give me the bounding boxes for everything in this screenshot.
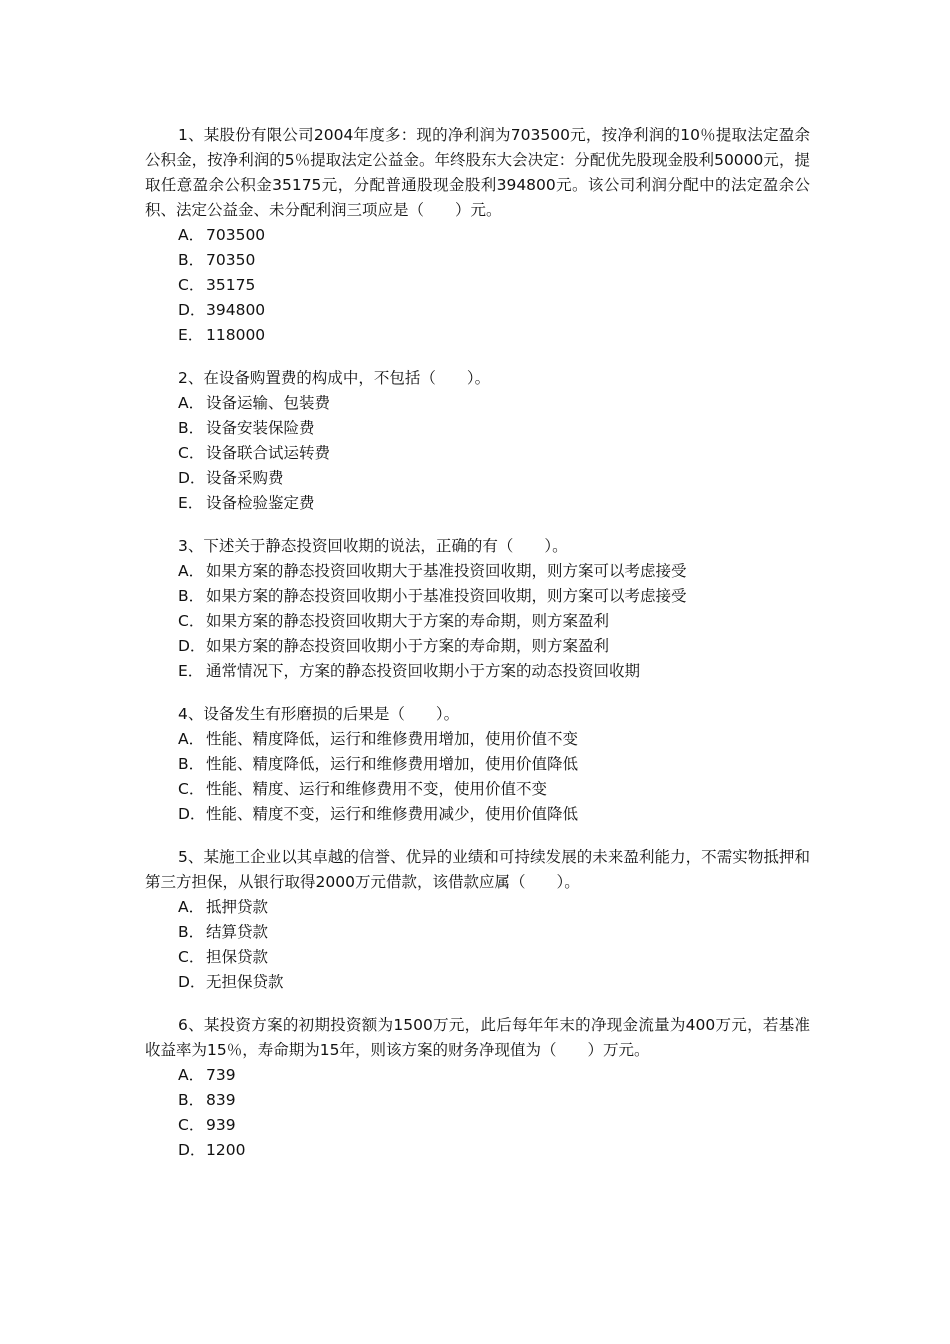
option-letter: D．	[178, 805, 206, 823]
option-letter: A．	[178, 226, 205, 244]
option-letter: D．	[178, 1141, 206, 1159]
option-letter: D．	[178, 301, 206, 319]
option-list	[145, 559, 810, 684]
option-letter: B．	[178, 419, 205, 437]
option-text: 35175	[206, 276, 256, 294]
option-letter: A．	[178, 730, 205, 748]
answer-option	[145, 223, 810, 248]
answer-option	[145, 727, 810, 752]
question-stem: 5、某施工企业以其卓越的信誉、优异的业绩和可持续发展的未来盈利能力，不需实物抵押和第三方担保，从银行取得2000万元借款，该借款应属（ ）。	[145, 848, 810, 891]
option-letter: B．	[178, 1091, 205, 1109]
option-letter: C．	[178, 1116, 205, 1134]
option-text: 703500	[206, 226, 266, 244]
answer-option	[145, 273, 810, 298]
option-letter: D．	[178, 469, 206, 487]
option-letter: A．	[178, 1066, 205, 1084]
answer-option	[145, 777, 810, 802]
option-text: 无担保贷款	[206, 973, 284, 991]
option-letter: C．	[178, 612, 205, 630]
answer-option	[145, 584, 810, 609]
answer-option	[145, 802, 810, 827]
option-text: 839	[206, 1091, 236, 1109]
answer-option	[145, 323, 810, 348]
option-text: 设备采购费	[206, 469, 284, 487]
option-letter: B．	[178, 923, 205, 941]
option-letter: B．	[178, 251, 205, 269]
option-text: 如果方案的静态投资回收期小于方案的寿命期，则方案盈利	[206, 637, 610, 655]
question-stem: 1、某股份有限公司2004年度多：现的净利润为703500元，按净利润的10％提取法定盈余公积金，按净利润的5％提取法定公益金。年终股东大会决定：分配优先股现金股利50000元，提取任意盈余公积金35175元，分配普通股现金股利394800元。该公司利润分配中的法定盈余公积、法定公益金、未分配利润三项应是（ ）元。	[145, 126, 810, 219]
question-stem: 6、某投资方案的初期投资额为1500万元，此后每年年末的净现金流量为400万元，若基准收益率为15％，寿命期为15年，则该方案的财务净现值为（ ）万元。	[145, 1016, 810, 1059]
answer-option	[145, 466, 810, 491]
option-letter: A．	[178, 394, 205, 412]
answer-option	[145, 298, 810, 323]
option-letter: C．	[178, 276, 205, 294]
option-text: 如果方案的静态投资回收期大于基准投资回收期，则方案可以考虑接受	[206, 562, 687, 580]
question-stem: 2、在设备购置费的构成中，不包括（ ）。	[178, 369, 491, 387]
option-text: 设备运输、包装费	[206, 394, 331, 412]
option-text: 1200	[206, 1141, 246, 1159]
option-letter: B．	[178, 755, 205, 773]
question-block	[145, 366, 810, 516]
answer-option	[145, 1088, 810, 1113]
answer-option	[145, 895, 810, 920]
question-stem: 3、下述关于静态投资回收期的说法，正确的有（ ）。	[178, 537, 568, 555]
option-text: 939	[206, 1116, 236, 1134]
answer-option	[145, 391, 810, 416]
option-letter: A．	[178, 562, 205, 580]
option-letter: E．	[178, 662, 204, 680]
question-block	[145, 845, 810, 995]
answer-option	[145, 945, 810, 970]
option-letter: A．	[178, 898, 205, 916]
option-text: 抵押贷款	[206, 898, 269, 916]
answer-option	[145, 970, 810, 995]
answer-option	[145, 752, 810, 777]
question-block	[145, 534, 810, 684]
option-text: 如果方案的静态投资回收期大于方案的寿命期，则方案盈利	[206, 612, 610, 630]
answer-option	[145, 491, 810, 516]
option-letter: D．	[178, 973, 206, 991]
option-text: 设备检验鉴定费	[206, 494, 315, 512]
answer-option	[145, 609, 810, 634]
option-text: 结算贷款	[206, 923, 269, 941]
answer-option	[145, 248, 810, 273]
option-text: 设备安装保险费	[206, 419, 315, 437]
document-page	[145, 123, 810, 1181]
option-text: 通常情况下，方案的静态投资回收期小于方案的动态投资回收期	[206, 662, 641, 680]
question-stem: 4、设备发生有形磨损的后果是（ ）。	[178, 705, 460, 723]
option-letter: D．	[178, 637, 206, 655]
option-text: 性能、精度降低，运行和维修费用增加，使用价值不变	[206, 730, 579, 748]
option-letter: E．	[178, 494, 204, 512]
option-text: 担保贷款	[206, 948, 269, 966]
answer-option	[145, 441, 810, 466]
option-list	[145, 727, 810, 827]
option-list	[145, 391, 810, 516]
question-block	[145, 702, 810, 827]
answer-option	[145, 1138, 810, 1163]
option-text: 739	[206, 1066, 236, 1084]
option-text: 设备联合试运转费	[206, 444, 331, 462]
question-block	[145, 123, 810, 348]
answer-option	[145, 1113, 810, 1138]
option-text: 如果方案的静态投资回收期小于基准投资回收期，则方案可以考虑接受	[206, 587, 687, 605]
option-text: 性能、精度不变，运行和维修费用减少，使用价值降低	[206, 805, 579, 823]
answer-option	[145, 634, 810, 659]
option-list	[145, 895, 810, 995]
question-block	[145, 1013, 810, 1163]
option-text: 性能、精度、运行和维修费用不变，使用价值不变	[206, 780, 548, 798]
option-letter: C．	[178, 780, 205, 798]
option-letter: B．	[178, 587, 205, 605]
option-text: 394800	[206, 301, 266, 319]
option-list	[145, 1063, 810, 1163]
answer-option	[145, 659, 810, 684]
option-text: 性能、精度降低，运行和维修费用增加，使用价值降低	[206, 755, 579, 773]
option-list	[145, 223, 810, 348]
answer-option	[145, 1063, 810, 1088]
answer-option	[145, 416, 810, 441]
option-text: 118000	[206, 326, 266, 344]
option-letter: C．	[178, 444, 205, 462]
option-letter: E．	[178, 326, 204, 344]
option-text: 70350	[206, 251, 256, 269]
answer-option	[145, 920, 810, 945]
answer-option	[145, 559, 810, 584]
option-letter: C．	[178, 948, 205, 966]
